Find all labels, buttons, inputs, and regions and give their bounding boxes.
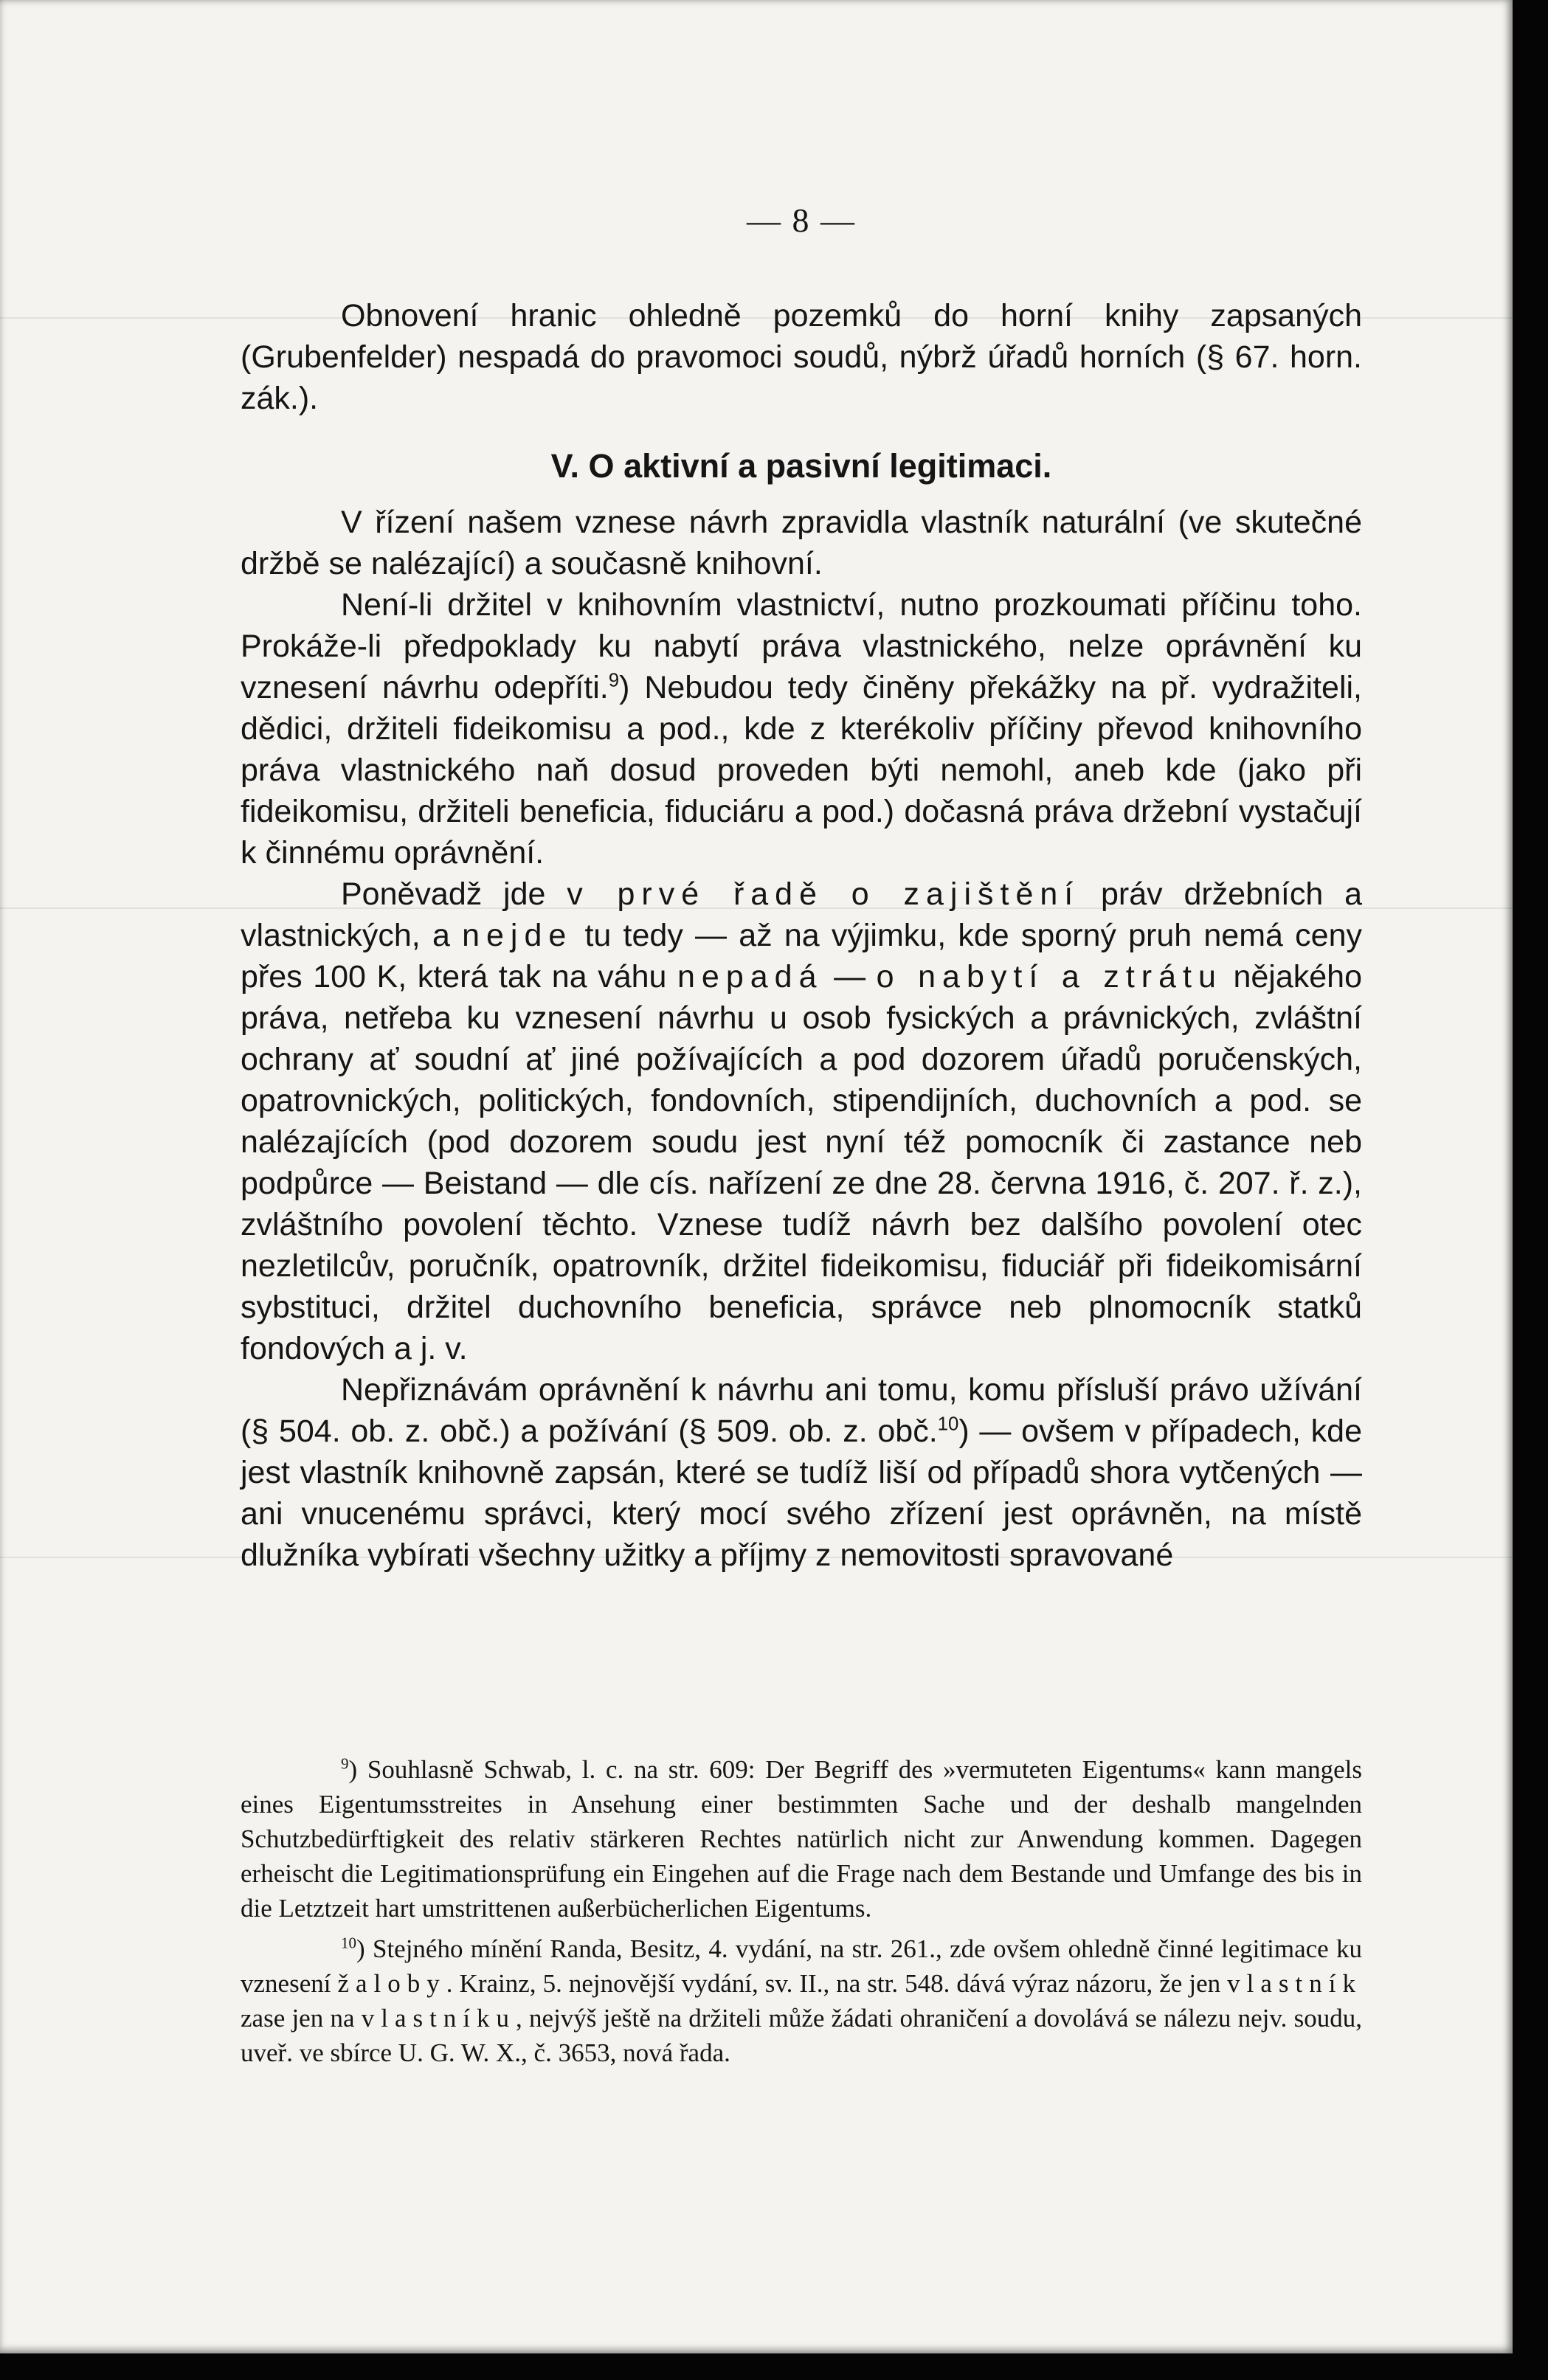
text-run: —	[823, 959, 877, 994]
paragraph-holder	[241, 584, 1362, 874]
footnote-text: ) Stejného mínění Randa, Besitz, 4. vydání, na str. 261., zde ovšem ohledně činné legitimace ku vznesení	[241, 1934, 1362, 1998]
paragraph-security	[241, 874, 1362, 1369]
footnote-text: ) Souhlasně Schwab, l. c. na str. 609: Der Begriff des »vermuteten Eigentums« kann mangels eines Eigentumsstreites in Ansehung einer bestimmten Sache und der deshalb mangelnden Schutzbedürftigkeit des relativ stärkeren Rechtes natürlich nicht zur Anwendung kommen. Dagegen erheischt die Legitimationsprüfung ein Eingehen auf die Frage nach dem Bestande und Umfange des bis in die Letztzeit hart umstrittenen außerbücherlichen Eigentums.	[241, 1755, 1362, 1923]
paragraph-holder-text-a: Není-li držitel v knihovním vlastnictví, nutno prozkoumati příčinu toho. Prokáže-li předpoklady ku nabytí práva vlastnického, nelze oprávnění ku vznesení návrhu odepříti.	[241, 587, 1362, 705]
footnote-mark: 10	[341, 1934, 356, 1952]
text-run: Nepřiznávám oprávnění k návrhu ani tomu, komu přísluší právo užívání (§ 504. ob. z. obč.) a požívání (§ 509. ob. z. obč.	[241, 1372, 1362, 1449]
page-number: — 8 —	[747, 201, 856, 239]
paragraph-holder-text-b: ) Nebudou tedy činěny překážky na př. vydražiteli, dědici, držiteli fideikomisu a pod., kde z kterékoliv příčiny převod knihovního práva vlastnického naň dosud proveden býti nemohl, aneb kde (jako při fideikomisu, držiteli beneficia, fiduciáru a pod.) dočasná práva držební vystačují k činnému oprávnění.	[241, 670, 1362, 871]
footnote-text: zase jen na	[241, 2004, 362, 2033]
spaced-emphasis: nepadá	[677, 959, 823, 994]
footnote-text: , nejvýš ještě na držiteli může žádati ohraničení a dovolává se nálezu nejv. soudu, uveř. ve sbírce U. G. W. X., č. 3653, nová řada.	[241, 2004, 1362, 2067]
paragraph-usufruct	[241, 1369, 1362, 1576]
footnotes	[241, 1752, 1362, 2076]
footnote-mark: 9	[341, 1754, 349, 1773]
spaced-emphasis: nejde	[462, 918, 573, 953]
text-run: nějakého práva, netřeba ku vznesení návrhu u osob fysických a právnických, zvláštní ochrany ať soudní ať jiné požívajících a pod dozorem úřadů poručenských, opatrovnických, politických, fondovních, stipendijních, duchovních a pod. se nalézajících (pod dozorem soudu jest nyní též pomocník či zastance neb podpůrce — Beistand — dle cís. nařízení ze dne 28. června 1916, č. 207. ř. z.), zvláštního povolení těchto. Vznese tudíž návrh bez dalšího povolení otec nezletilcův, poručník, opatrovník, držitel fideikomisu, fiduciář při fideikomisární sybstituci, držitel duchovního beneficia, správce neb plnomocník statků fondových a j. v.	[241, 959, 1362, 1366]
paragraph-boundaries: Obnovení hranic ohledně pozemků do horní knihy zapsaných (Grubenfelder) nespadá do pravomoci soudů, nýbrž úřadů horních (§ 67. horn. zák.).	[241, 298, 1362, 416]
spaced-emphasis: v prvé řadě o zajištění	[567, 876, 1080, 912]
footnote-text: . Krainz, 5. nejnovější vydání, sv. II., na str. 548. dává výraz názoru, že jen	[446, 1969, 1228, 1998]
spaced-emphasis: o nabytí a ztrátu	[876, 959, 1223, 994]
text-run: ) — ovšem v případech, kde jest vlastník knihovně zapsán, které se tudíž liší od případů shora vytčených — ani vnucenému správci, který mocí svého zřízení jest oprávněn, na místě dlužníka vybírati všechny užitky a příjmy z nemovitosti spravované	[241, 1414, 1363, 1573]
text-run: práv držebních a vlastnických, a	[241, 876, 1362, 953]
text-run: Poněvadž jde	[341, 876, 567, 912]
spaced-emphasis: vlastník	[1227, 1969, 1362, 1998]
footnote-ref-10: 10	[937, 1414, 959, 1435]
spaced-emphasis: vlastníku	[361, 2004, 516, 2033]
footnote-9	[241, 1752, 1362, 1926]
footnote-10	[241, 1931, 1362, 2070]
section-heading: V. O aktivní a pasivní legitimaci.	[550, 447, 1052, 485]
main-text	[241, 295, 1362, 1576]
text-run: tu tedy — až na výjimku, kde sporný pruh nemá ceny přes 100 K, která tak na váhu	[241, 918, 1362, 994]
spaced-emphasis: žaloby	[337, 1969, 446, 1998]
paragraph-applicant: V řízení našem vznese návrh zpravidla vlastník naturální (ve skutečné držbě se nalézající) a současně knihovní.	[241, 505, 1362, 581]
footnote-ref-9: 9	[608, 670, 620, 691]
